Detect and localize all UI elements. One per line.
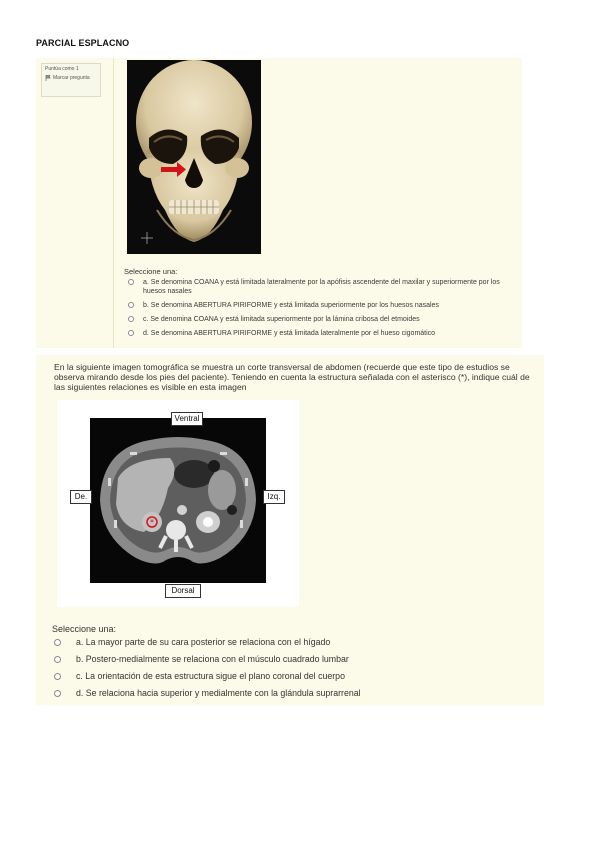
label-ventral: Ventral: [171, 412, 203, 426]
q1-option-c[interactable]: [128, 315, 516, 324]
flag-icon: [45, 75, 51, 83]
radio-button[interactable]: [128, 330, 134, 336]
option-text: d. Se denomina ABERTURA PIRIFORME y está limitada lateralmente por el hueso cigomático: [143, 330, 436, 337]
radio-button[interactable]: [54, 673, 61, 680]
q1-options-list: [128, 278, 516, 343]
option-text: c. Se denomina COANA y está limitada superiormente por la lámina cribosa del etmoides: [143, 316, 420, 323]
q2-question-text: En la siguiente imagen tomográfica se muestra un corte transversal de abdomen (recuerde que este tipo de estudios se observa mirando desde los pies del paciente). Teniendo en cuenta la estructura señalada con el asterisco (*), indique cuál de las siguientes relaciones es visible en esta imagen: [54, 362, 530, 392]
question-2-panel: [36, 355, 544, 705]
q1-select-prompt: Seleccione una:: [124, 267, 178, 276]
q1-option-b[interactable]: [128, 301, 516, 310]
label-left-side: Izq.: [263, 490, 285, 504]
radio-button[interactable]: [128, 279, 134, 285]
q1-option-d[interactable]: [128, 329, 516, 338]
flag-question-link[interactable]: [45, 75, 97, 83]
q2-option-a[interactable]: [54, 637, 534, 648]
option-text: c. La orientación de esta estructura sigue el plano coronal del cuerpo: [76, 671, 345, 681]
radio-button[interactable]: [54, 639, 61, 646]
label-dorsal: Dorsal: [165, 584, 201, 598]
ct-scan-image: [90, 418, 266, 583]
panel-divider: [113, 58, 114, 348]
option-text: a. La mayor parte de su cara posterior se relaciona con el hígado: [76, 637, 331, 647]
svg-text:*: *: [150, 518, 154, 527]
radio-button[interactable]: [128, 316, 134, 322]
q2-select-prompt: Seleccione una:: [52, 624, 117, 634]
radio-button[interactable]: [54, 656, 61, 663]
q2-options-list: [54, 637, 534, 705]
option-text: b. Postero-medialmente se relaciona con el músculo cuadrado lumbar: [76, 654, 349, 664]
q2-option-b[interactable]: [54, 654, 534, 665]
document-title: PARCIAL ESPLACNO: [36, 38, 130, 48]
question-1-panel: [36, 58, 522, 348]
flag-question-label: Marcar pregunta: [53, 75, 90, 81]
label-right-side: De.: [70, 490, 92, 504]
option-text: a. Se denomina COANA y está limitada lateralmente por la apófisis ascendente del maxilar y superiormente por los huesos nasales: [143, 279, 500, 295]
radio-button[interactable]: [54, 690, 61, 697]
ct-image-frame: [57, 400, 299, 607]
radio-button[interactable]: [128, 302, 134, 308]
question-points: Puntúa como 1: [45, 66, 79, 72]
option-text: b. Se denomina ABERTURA PIRIFORME y está limitada superiormente por los huesos nasales: [143, 302, 439, 309]
q2-option-c[interactable]: [54, 671, 534, 682]
question-info-box: [41, 63, 101, 97]
q1-option-a[interactable]: [128, 278, 516, 296]
q2-option-d[interactable]: [54, 688, 534, 699]
option-text: d. Se relaciona hacia superior y medialmente con la glándula suprarrenal: [76, 688, 361, 698]
skull-image: [127, 60, 261, 254]
